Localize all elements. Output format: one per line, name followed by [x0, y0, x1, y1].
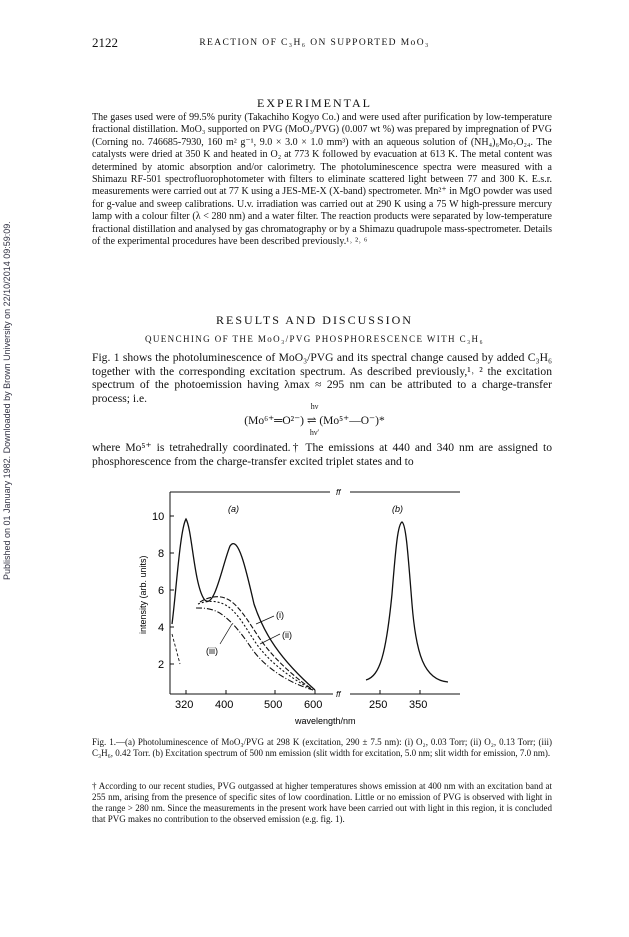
x-axis-label: wavelength/nm: [295, 716, 356, 726]
y-ticks: [152, 511, 174, 671]
x-tick-label: 350: [409, 699, 428, 711]
footnote: † According to our recent studies, PVG outgassed at higher temperatures shows emission at 400 nm with an excitation band at 255 nm, arising from the presence of specific sites of low coordination. Little or no emission of PVG is observed with light in the range > 280 nm. Since the measurements in the present work have been carried out with light in this region, it is concluded that PVG makes no contribution to the observed emission (e.g. fig. 1).: [92, 781, 552, 824]
page-number: 2122: [92, 35, 118, 50]
results-heading: RESULTS AND DISCUSSION: [216, 313, 413, 327]
running-head: REACTION OF C₃H₆ ON SUPPORTED MoO₃: [199, 38, 430, 48]
axis-break-bottom: ff: [336, 690, 341, 699]
figure-1: [130, 484, 510, 734]
axis-break-top: ff: [336, 488, 341, 497]
panel-b-label: (b): [392, 504, 403, 514]
x-tick-label: 400: [215, 699, 234, 711]
y-tick-label: 4: [158, 622, 165, 634]
y-tick-label: 10: [152, 511, 165, 523]
x-tick-label: 320: [175, 699, 194, 711]
sidebar-note-text: Published on 01 January 1982. Downloaded by Brown University on 22/10/2014 09:59:09.: [2, 221, 12, 580]
y-tick-label: 8: [158, 548, 165, 560]
equation-forward-label: hν: [310, 402, 319, 411]
y-tick-label: 6: [158, 585, 165, 597]
curve-excitation: [366, 522, 448, 682]
results-paragraph-1: Fig. 1 shows the photoluminescence of MoO₃/PVG and its spectral change caused by added C₃H₆ together with the corresponding excitation spectrum. As described previously,¹˒ ² the excitation spectrum of the photoemission having λmax ≈ 295 nm can be attributed to a charge-transfer process; i.e.: [92, 351, 552, 405]
x-tick-label: 500: [264, 699, 283, 711]
leader-ii: [260, 634, 280, 644]
charge-transfer-equation: (Mo⁶⁺═O²⁻) ⇌ (Mo⁵⁺—O⁻)*: [244, 415, 385, 427]
x-tick-label: 250: [369, 699, 388, 711]
section-subheading: QUENCHING OF THE MoO₃/PVG PHOSPHORESCENCE WITH C₃H₆: [144, 334, 484, 344]
curve-label-ii: (ii): [282, 630, 292, 640]
figure-caption: Fig. 1.—(a) Photoluminescence of MoO₃/PVG at 298 K (excitation, 290 ± 7.5 nm): (i) O₂, 0.03 Torr; (ii) O₂, 0.13 Torr; (iii) C₃H₆, 0.42 Torr. (b) Excitation spectrum of 500 nm emission (slit width for excitation, 5.0 nm; slit width for emission, 7.0 nm).: [92, 737, 552, 758]
curve-label-i: (i): [276, 610, 284, 620]
x-ticks-b: [369, 690, 427, 711]
panel-a-label: (a): [228, 504, 239, 514]
results-paragraph-2: where Mo⁵⁺ is tetrahedrally coordinated.† The emissions at 440 and 340 nm are assigned to phosphorescence from the charge-transfer excited triplet states and to: [92, 441, 552, 468]
experimental-heading: EXPERIMENTAL: [256, 96, 373, 110]
y-tick-label: 2: [158, 659, 165, 671]
experimental-paragraph: The gases used were of 99.5% purity (Takachiho Kogyo Co.) and were used after purification by low-temperature fractional distillation. MoO₃ supported on PVG (MoO₃/PVG) (0.007 wt %) was prepared by impregnation of PVG (Corning no. 746685-7930, 160 m² g⁻¹, 9.0 × 3.0 × 1.0 mm³) with an aqueous solution of (NH₄)₆Mo₇O₂₄. The catalysts were dried at 350 K and heated in O₂ at 773 K followed by evacuation at 613 K. The metal content was determined by atomic absorption and/or calorimetry. The photoluminescence spectra were measured with a Shimazu RF-501 spectrofluorophotometer with filters to eliminate scattered light between 77 and 300 K. E.s.r. measurements were carried out at 77 K using a JES-ME-X (X-band) spectrometer. Mn²⁺ in MgO powder was used for g-value and sweep calibrations. U.v. irradiation was carried out at 290 K using a 75 W high-pressure mercury lamp with a colour filter (λ < 280 nm) and a water filter. The reaction products were separated by low-temperature fractional distillation and analysed by gas chromatography or by a Shimazu quadrupole mass-spectrometer. Details of the experimental procedures have been described previously.¹˒ ²˒ ⁶: [92, 112, 552, 248]
equation-reverse-label: hν′: [309, 428, 320, 437]
leader-iii: [220, 624, 232, 644]
x-ticks-a: [175, 690, 322, 711]
curve-label-iii: (iii): [206, 646, 218, 656]
y-axis-label: intensity (arb. units): [138, 555, 148, 634]
x-tick-label: 600: [304, 699, 323, 711]
curve-tail-left: [172, 634, 180, 664]
curve-main-emission: [172, 519, 315, 690]
